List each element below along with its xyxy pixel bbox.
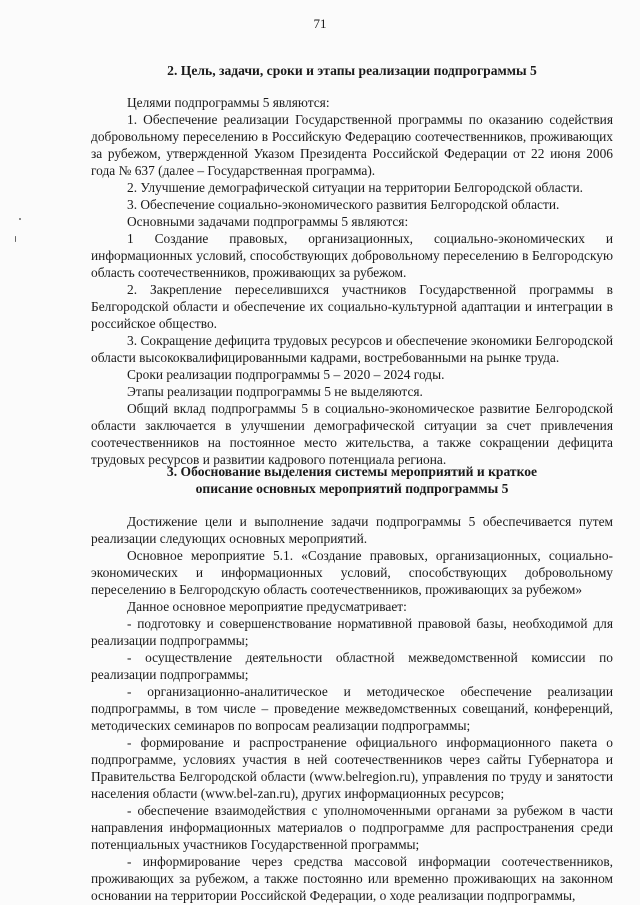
- paragraph: 2. Улучшение демографической ситуации на территории Белгородской области.: [127, 180, 583, 195]
- paragraph: Сроки реализации подпрограммы 5 – 2020 – 2024 годы.: [127, 367, 445, 382]
- paragraph: - обеспечение взаимодействия с уполномоченными органами за рубежом в части направления информационных материалов о подпрограмме для распространения среди потенциальных участников Государственной программы;: [91, 803, 613, 852]
- scan-speck: [15, 236, 16, 242]
- paragraph: 1. Обеспечение реализации Государственной программы по оказанию содействия добровольному переселению в Российскую Федерацию соотечественников, проживающих за рубежом, утвержденной Указом Президента Российской Федерации от 22 июня 2006 года № 637 (далее – Государственная программа).: [91, 112, 613, 178]
- paragraph: - формирование и распространение официального информационного пакета о подпрограмме, условиях участия в ней соотечественников через сайты Губернатора и Правительства Белгородской области (www.belregion.ru), управления по труду и занятости населения области (www.bel-zan.ru), других информационных ресурсов;: [91, 735, 613, 801]
- paragraph: - подготовку и совершенствование нормативной правовой базы, необходимой для реализации подпрограммы;: [91, 616, 613, 648]
- paragraph: Целями подпрограммы 5 являются:: [127, 95, 330, 110]
- section-2-title: 2. Цель, задачи, сроки и этапы реализации подпрограммы 5: [167, 63, 537, 78]
- paragraph: Данное основное мероприятие предусматривает:: [127, 599, 407, 614]
- paragraph: Основными задачами подпрограммы 5 являются:: [127, 214, 409, 229]
- paragraph: Этапы реализации подпрограммы 5 не выделяются.: [127, 384, 423, 399]
- paragraph: Достижение цели и выполнение задачи подпрограммы 5 обеспечивается путем реализации следующих основных мероприятий.: [91, 514, 613, 546]
- paragraph: 1 Создание правовых, организационных, социально-экономических и информационных условий, способствующих добровольному переселению в Белгородскую область соотечественников, проживающих за рубежом.: [91, 231, 613, 280]
- paragraph: Общий вклад подпрограммы 5 в социально-экономическое развитие Белгородской области заключается в улучшении демографической ситуации за счет привлечения соотечественников на постоянное место жительства, а также сокращении дефицита трудовых ресурсов и развитии кадрового потенциала региона.: [91, 401, 613, 467]
- section-2-body: [91, 94, 613, 468]
- paragraph: - осуществление деятельности областной межведомственной комиссии по реализации подпрограммы;: [91, 650, 613, 682]
- page-number: 71: [313, 16, 327, 31]
- paragraph: - организационно-аналитическое и методическое обеспечение реализации подпрограммы, в том числе – проведение межведомственных совещаний, конференций, методических семинаров по вопросам реализации подпрограммы;: [91, 684, 613, 733]
- paragraph: 3. Сокращение дефицита трудовых ресурсов и обеспечение экономики Белгородской области высококвалифицированными кадрами, востребованными на рынке труда.: [91, 333, 613, 365]
- section-3-title-line-1: 3. Обоснование выделения системы мероприятий и краткое: [166, 464, 538, 479]
- section-3-title-line-2: описание основных мероприятий подпрограммы 5: [195, 481, 509, 496]
- section-3-title: [91, 463, 613, 497]
- paragraph: 2. Закрепление переселившихся участников Государственной программы в Белгородской области и обеспечение их социально-культурной адаптации и интеграции в российское общество.: [91, 282, 613, 331]
- scan-speck: [19, 218, 21, 220]
- paragraph: - информирование через средства массовой информации соотечественников, проживающих за рубежом, а также постоянно или временно проживающих на законном основании на территории Российской Федерации, о ходе реализации подпрограммы,: [91, 854, 613, 903]
- section-3-body: [91, 513, 613, 904]
- paragraph: Основное мероприятие 5.1. «Создание правовых, организационных, социально-экономических и информационных условий, способствующих добровольному переселению в Белгородскую область соотечественников, проживающих за рубежом»: [91, 548, 613, 597]
- paragraph: 3. Обеспечение социально-экономического развития Белгородской области.: [127, 197, 560, 212]
